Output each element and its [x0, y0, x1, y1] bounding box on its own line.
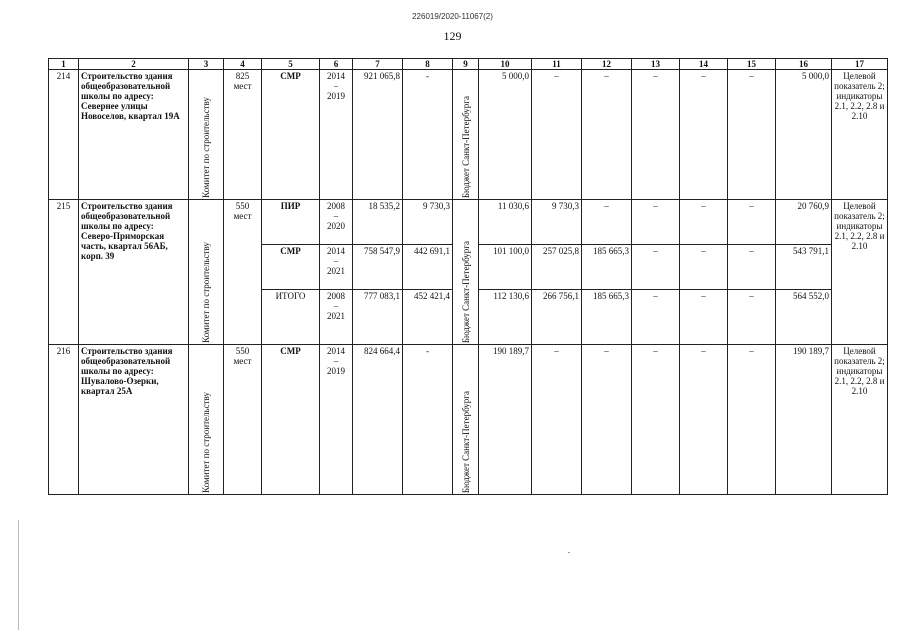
year-to: 2019	[327, 91, 345, 101]
year-to: 2020	[327, 221, 345, 231]
value-cell: 190 189,7	[479, 345, 532, 495]
value-cell: –	[582, 345, 632, 495]
value-cell: 101 100,0	[479, 245, 532, 290]
object-name: Строительство здания общеобразовательной школы по адресу: Северо-Приморская часть, квартал 56АБ, корп. 39	[79, 200, 189, 345]
value-cell: 824 664,4	[353, 345, 403, 495]
value-cell: 112 130,6	[479, 290, 532, 345]
funding-text: Бюджет Санкт-Петербурга	[460, 240, 471, 343]
header-cell: 10	[479, 59, 532, 70]
header-cell: 15	[728, 59, 776, 70]
funding-text: Бюджет Санкт-Петербурга	[460, 390, 471, 493]
page-number: 129	[443, 29, 462, 43]
value-cell: -	[403, 345, 453, 495]
value-cell: –	[680, 345, 728, 495]
document-id: 226019/2020-11067(2)	[412, 12, 493, 21]
period-cell	[320, 245, 353, 290]
target-indicator: Целевой показатель 2; индикаторы 2.1, 2.2, 2.8 и 2.10	[832, 345, 888, 495]
value-cell: –	[632, 245, 680, 290]
object-name: Строительство здания общеобразовательной школы по адресу: Севернее улицы Новоселов, квартал 19А	[79, 70, 189, 200]
year-from: 2014	[327, 346, 345, 356]
program-table	[48, 58, 888, 495]
header-cell: 6	[320, 59, 353, 70]
value-cell: –	[680, 70, 728, 200]
value-cell: 758 547,9	[353, 245, 403, 290]
header-cell: 8	[403, 59, 453, 70]
header-cell: 1	[49, 59, 79, 70]
table-row	[49, 345, 888, 495]
customer-cell	[189, 345, 224, 495]
customer-text: Комитет по строительству	[201, 97, 211, 198]
scan-artifact	[18, 520, 19, 630]
value-cell: 257 025,8	[532, 245, 582, 290]
table-row	[49, 200, 888, 245]
header-cell: 4	[224, 59, 262, 70]
value-cell: –	[680, 245, 728, 290]
year-dash: –	[333, 256, 339, 266]
period-cell	[320, 290, 353, 345]
value-cell: –	[728, 70, 776, 200]
year-to: 2021	[327, 311, 345, 321]
scan-artifact	[568, 552, 570, 553]
year-dash: –	[333, 356, 339, 366]
value-cell: –	[582, 200, 632, 245]
value-cell: 442 691,1	[403, 245, 453, 290]
value-cell: –	[532, 345, 582, 495]
customer-cell	[189, 200, 224, 345]
target-indicator: Целевой показатель 2; индикаторы 2.1, 2.2, 2.8 и 2.10	[832, 70, 888, 200]
period-cell	[320, 70, 353, 200]
capacity-cell: 550 мест	[224, 345, 262, 495]
value-cell: –	[728, 345, 776, 495]
value-cell: –	[632, 290, 680, 345]
value-cell: 9 730,3	[532, 200, 582, 245]
header-cell: 12	[582, 59, 632, 70]
customer-text: Комитет по строительству	[201, 392, 211, 493]
year-from: 2008	[327, 291, 345, 301]
period-cell	[320, 200, 353, 245]
work-type: ИТОГО	[262, 290, 320, 345]
row-number: 215	[49, 200, 79, 345]
work-type: СМР	[262, 70, 320, 200]
capacity-cell: 550 мест	[224, 200, 262, 345]
value-cell: 11 030,6	[479, 200, 532, 245]
work-type: ПИР	[262, 200, 320, 245]
value-cell: 9 730,3	[403, 200, 453, 245]
value-cell: -	[403, 70, 453, 200]
year-dash: –	[333, 211, 339, 221]
year-dash: –	[333, 301, 339, 311]
value-cell: –	[728, 245, 776, 290]
capacity-cell: 825 мест	[224, 70, 262, 200]
table-row	[49, 70, 888, 200]
value-cell: 5 000,0	[776, 70, 832, 200]
value-cell: –	[728, 290, 776, 345]
period-cell	[320, 345, 353, 495]
year-from: 2014	[327, 246, 345, 256]
value-cell: 185 665,3	[582, 290, 632, 345]
row-number: 216	[49, 345, 79, 495]
target-indicator: Целевой показатель 2; индикаторы 2.1, 2.2, 2.8 и 2.10	[832, 200, 888, 345]
header-row	[49, 59, 888, 70]
value-cell: 921 065,8	[353, 70, 403, 200]
header-cell: 9	[453, 59, 479, 70]
value-cell: –	[632, 70, 680, 200]
header-cell: 11	[532, 59, 582, 70]
year-from: 2008	[327, 201, 345, 211]
value-cell: –	[632, 345, 680, 495]
value-cell: 564 552,0	[776, 290, 832, 345]
funding-cell	[453, 70, 479, 200]
value-cell: 190 189,7	[776, 345, 832, 495]
header-cell: 3	[189, 59, 224, 70]
header-cell: 16	[776, 59, 832, 70]
customer-text: Комитет по строительству	[201, 242, 211, 343]
value-cell: –	[680, 290, 728, 345]
customer-cell	[189, 70, 224, 200]
value-cell: 452 421,4	[403, 290, 453, 345]
funding-cell	[453, 200, 479, 345]
value-cell: –	[532, 70, 582, 200]
object-name: Строительство здания общеобразовательной школы по адресу: Шувалово-Озерки, квартал 25А	[79, 345, 189, 495]
header-cell: 2	[79, 59, 189, 70]
value-cell: 18 535,2	[353, 200, 403, 245]
value-cell: –	[632, 200, 680, 245]
header-cell: 7	[353, 59, 403, 70]
year-to: 2019	[327, 366, 345, 376]
value-cell: –	[680, 200, 728, 245]
value-cell: 185 665,3	[582, 245, 632, 290]
year-to: 2021	[327, 266, 345, 276]
value-cell: 20 760,9	[776, 200, 832, 245]
header-cell: 14	[680, 59, 728, 70]
row-number: 214	[49, 70, 79, 200]
value-cell: –	[582, 70, 632, 200]
value-cell: 5 000,0	[479, 70, 532, 200]
value-cell: 777 083,1	[353, 290, 403, 345]
header-cell: 5	[262, 59, 320, 70]
header-cell: 17	[832, 59, 888, 70]
header-cell: 13	[632, 59, 680, 70]
value-cell: 543 791,1	[776, 245, 832, 290]
funding-cell	[453, 345, 479, 495]
year-from: 2014	[327, 71, 345, 81]
value-cell: –	[728, 200, 776, 245]
work-type: СМР	[262, 345, 320, 495]
year-dash: –	[333, 81, 339, 91]
value-cell: 266 756,1	[532, 290, 582, 345]
funding-text: Бюджет Санкт-Петербурга	[460, 95, 471, 198]
work-type: СМР	[262, 245, 320, 290]
